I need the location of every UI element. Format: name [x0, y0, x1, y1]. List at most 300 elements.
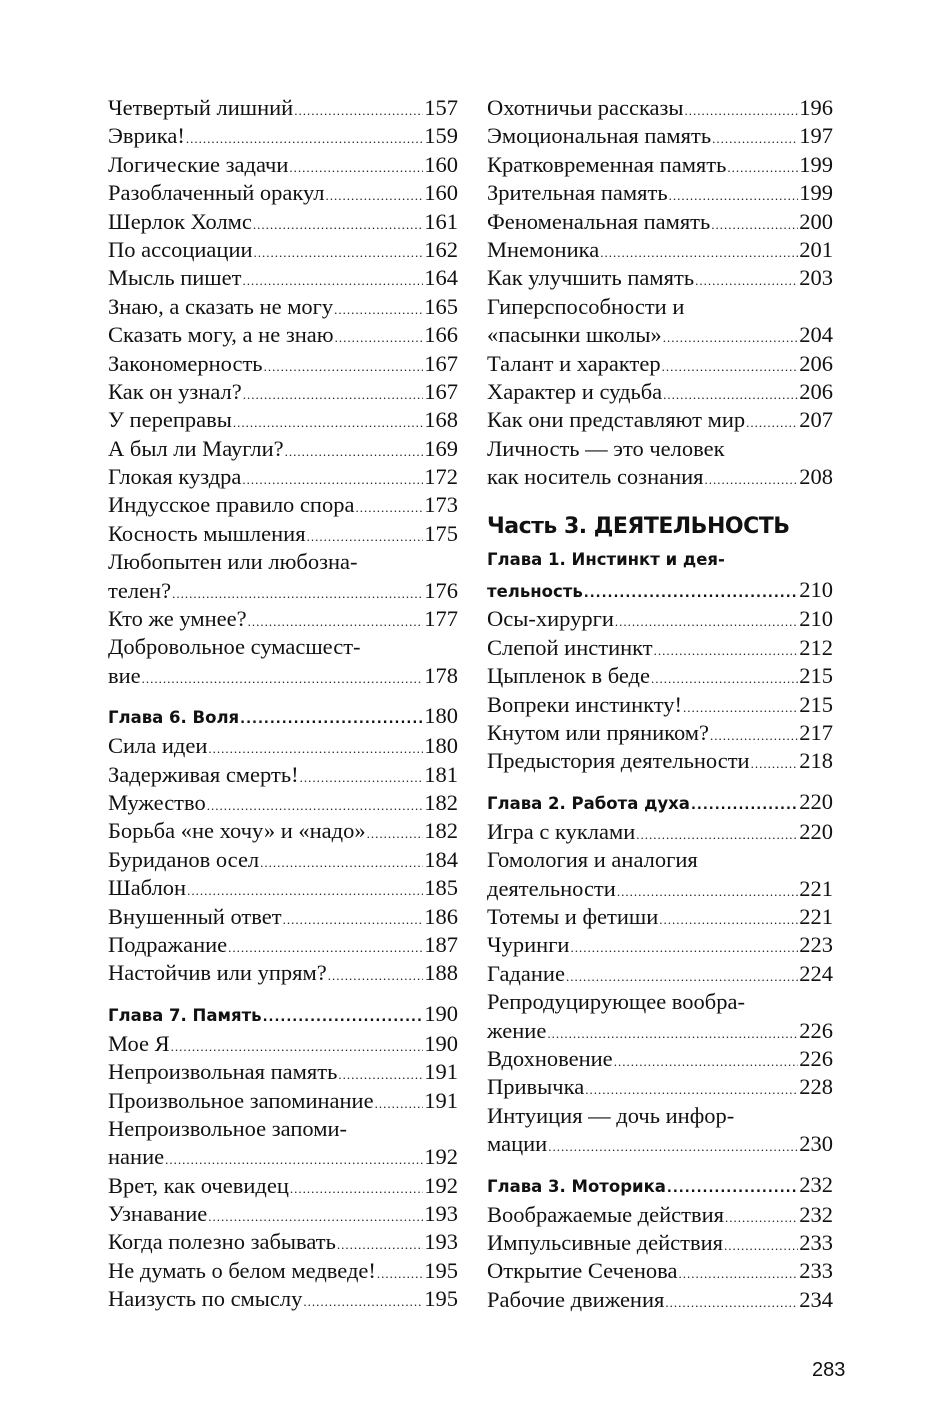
entry-page: 167: [424, 350, 458, 376]
toc-line: [487, 1229, 833, 1257]
entry-page: 193: [424, 1201, 458, 1227]
entry-title: Слепой инстинкт: [487, 634, 653, 660]
leader-dots: [727, 154, 798, 182]
entry-title: Настойчив или упрям?: [108, 960, 327, 986]
toc-entry: [487, 208, 833, 236]
leader-dots: [243, 381, 424, 409]
entry-title: Произвольное запоминание: [108, 1087, 374, 1113]
toc-entry: [108, 491, 458, 519]
entry-title: Глава 1. Инстинкт и дея-: [487, 550, 725, 570]
toc-line: [108, 179, 458, 207]
toc-entry: [487, 903, 833, 931]
page-number: 283: [812, 1359, 846, 1381]
toc-line: [487, 463, 833, 491]
entry-page: 157: [424, 95, 458, 120]
entry-page: 184: [424, 846, 458, 872]
entry-page: 168: [424, 407, 458, 433]
leader-dots: [600, 239, 798, 267]
entry-page: 232: [799, 1171, 833, 1197]
part-heading: Часть 3. ДЕЯТЕЛЬНОСТЬ: [487, 514, 790, 540]
toc-line: [108, 264, 458, 292]
leader-dots: [705, 466, 799, 494]
entry-page: 230: [799, 1131, 833, 1157]
entry-title: Гиперспособности и: [487, 293, 685, 319]
entry-page: 190: [424, 1000, 458, 1026]
entry-page: 199: [799, 180, 833, 206]
entry-title: Любопытен или любозна-: [108, 549, 358, 575]
entry-title: Как они представляют мир: [487, 407, 746, 433]
toc-entry: [487, 634, 833, 662]
entry-page: 160: [424, 151, 458, 177]
chapter-heading: [487, 786, 833, 818]
toc-line: [108, 633, 458, 661]
leader-dots: [187, 877, 423, 905]
entry-page: 180: [424, 703, 458, 729]
toc-line: [487, 545, 833, 575]
leader-dots: [253, 211, 423, 239]
toc-line: [487, 406, 833, 434]
entry-title: Феноменальная память: [487, 208, 711, 234]
toc-entry: [487, 931, 833, 959]
toc-line: [108, 846, 458, 874]
toc-entry: [108, 903, 458, 931]
entry-page: 193: [424, 1229, 458, 1255]
entry-title: телен?: [108, 577, 172, 603]
entry-page: 196: [799, 95, 833, 120]
entry-page: 210: [799, 577, 833, 603]
entry-title: Мнемоника: [487, 236, 600, 262]
toc-line: [487, 575, 833, 605]
leader-dots: [617, 878, 798, 906]
entry-title: Предыстория деятельности: [487, 748, 750, 774]
entry-page: 175: [424, 520, 458, 546]
toc-line: [487, 208, 833, 236]
entry-page: 188: [424, 960, 458, 986]
entry-title: Буриданов осел: [108, 846, 260, 872]
entry-title: Репродуцирующее вообра-: [487, 989, 745, 1015]
toc-line: [108, 605, 458, 633]
leader-dots: [547, 1020, 798, 1048]
entry-title: Характер и судьба: [487, 378, 663, 404]
toc-line: [487, 94, 833, 122]
entry-title: Не думать о белом медведе!: [108, 1257, 376, 1283]
toc-entry: [487, 988, 833, 1045]
toc-line: [487, 179, 833, 207]
toc-line: [108, 406, 458, 434]
toc-entry: [487, 378, 833, 406]
toc-line: [108, 1257, 458, 1285]
entry-title: Воображаемые действия: [487, 1201, 724, 1227]
toc-entry: [108, 931, 458, 959]
entry-title: Глава 7. Память: [108, 1005, 262, 1025]
toc-line: [108, 463, 458, 491]
toc-line: [108, 1285, 458, 1313]
leader-dots: [335, 324, 424, 352]
toc-line: [108, 491, 458, 519]
entry-page: 195: [424, 1257, 458, 1283]
entry-title: Глава 3. Моторика: [487, 1176, 666, 1196]
leader-dots: [260, 849, 423, 877]
entry-page: 220: [799, 788, 833, 814]
toc-line: [487, 818, 833, 846]
entry-page: 199: [799, 151, 833, 177]
entry-title: Импульсивные действия: [487, 1229, 724, 1255]
toc-entry: [487, 435, 833, 492]
entry-page: 223: [799, 932, 833, 958]
entry-page: 200: [799, 208, 833, 234]
entry-page: 233: [799, 1258, 833, 1284]
toc-entry: [108, 633, 458, 690]
toc-line: [487, 1201, 833, 1229]
toc-line: [487, 875, 833, 903]
leader-dots: [712, 125, 798, 153]
entry-page: 218: [799, 748, 833, 774]
entry-page: 232: [799, 1201, 833, 1227]
toc-line: [487, 350, 833, 378]
entry-page: 220: [799, 818, 833, 844]
toc-line: [108, 1143, 458, 1171]
leader-dots: [186, 125, 423, 153]
entry-title: Наизусть по смыслу: [108, 1286, 303, 1312]
entry-title: Шаблон: [108, 875, 187, 901]
entry-page: 224: [799, 960, 833, 986]
entry-page: 210: [799, 606, 833, 632]
entry-title: Зрительная память: [487, 180, 668, 206]
entry-page: 226: [799, 1017, 833, 1043]
toc-entry: [108, 293, 458, 321]
toc-entry: [108, 1115, 458, 1172]
leader-dots: [290, 1175, 423, 1203]
toc-entry: [108, 236, 458, 264]
entry-page: 159: [424, 123, 458, 149]
leader-dots: [367, 820, 424, 848]
leader-dots: [375, 1090, 424, 1118]
entry-title: Личность — это человек: [487, 435, 725, 461]
toc-entry: [108, 1200, 458, 1228]
toc-entry: [487, 293, 833, 350]
toc-entry: [487, 1073, 833, 1101]
entry-page: 208: [799, 464, 833, 490]
toc-line: [108, 122, 458, 150]
entry-title: Осы-хирурги: [487, 606, 614, 632]
toc-entry: [108, 1257, 458, 1285]
entry-page: 165: [424, 293, 458, 319]
leader-dots: [338, 1061, 423, 1089]
toc-line: [108, 208, 458, 236]
toc-line: [487, 1257, 833, 1285]
toc-column-right: [487, 94, 833, 1314]
leader-dots: [711, 211, 798, 239]
toc-entry: [487, 605, 833, 633]
entry-title: Кратковременная память: [487, 151, 727, 177]
entry-title: Талант и характер: [487, 350, 661, 376]
entry-page: 166: [424, 322, 458, 348]
leader-dots: [307, 523, 424, 551]
toc-line: [108, 732, 458, 760]
leader-dots: [233, 409, 423, 437]
entry-page: 161: [424, 208, 458, 234]
entry-title: Непроизвольное запоми-: [108, 1115, 348, 1141]
toc-entry: [108, 874, 458, 902]
toc-entry: [108, 122, 458, 150]
entry-page: 167: [424, 378, 458, 404]
toc-line: [108, 761, 458, 789]
leader-dots: [710, 722, 798, 750]
entry-title: Тотемы и фетиши: [487, 903, 659, 929]
toc-entry: [108, 548, 458, 605]
entry-title: Открытие Сеченова: [487, 1258, 678, 1284]
toc-line: [108, 151, 458, 179]
toc-entry: [487, 1045, 833, 1073]
toc-line: [108, 1058, 458, 1086]
toc-entry: [108, 463, 458, 491]
entry-title: Задерживая смерть!: [108, 761, 299, 787]
leader-dots: [208, 1203, 423, 1231]
leader-dots: [678, 1260, 798, 1288]
entry-title: А был ли Маугли?: [108, 435, 284, 461]
entry-title: Глокая куздра: [108, 464, 242, 490]
toc-line: [487, 662, 833, 690]
entry-title: Мужество: [108, 789, 206, 815]
entry-title: Вдохновение: [487, 1045, 613, 1071]
leader-dots: [248, 608, 424, 636]
entry-page: 191: [424, 1059, 458, 1085]
leader-dots: [683, 694, 798, 722]
entry-title: Глава 2. Работа духа: [487, 793, 690, 813]
entry-title: Разоблаченный оракул: [108, 180, 325, 206]
entry-title: нание: [108, 1144, 165, 1170]
leader-dots: [242, 267, 423, 295]
toc-line: [487, 988, 833, 1016]
entry-page: 204: [799, 322, 833, 348]
entry-page: 177: [424, 606, 458, 632]
toc-entry: [487, 151, 833, 179]
entry-title: Сказать могу, а не знаю: [108, 322, 334, 348]
toc-entry: [487, 719, 833, 747]
leader-dots: [725, 1204, 798, 1232]
entry-page: 226: [799, 1045, 833, 1071]
entry-page: 221: [799, 903, 833, 929]
chapter-heading: [108, 998, 458, 1030]
entry-title: Узнавание: [108, 1201, 208, 1227]
leader-dots: [355, 494, 423, 522]
entry-title: Врет, как очевидец: [108, 1172, 289, 1198]
toc-line: [487, 1286, 833, 1314]
toc-line: [487, 903, 833, 931]
leader-dots: [337, 1231, 423, 1259]
toc-line: [487, 719, 833, 747]
toc-line: [108, 931, 458, 959]
leader-dots: [585, 1076, 798, 1104]
toc-line: [487, 151, 833, 179]
leader-dots: [615, 608, 798, 636]
toc-line: [108, 378, 458, 406]
entry-title: Рабочие движения: [487, 1286, 665, 1312]
toc-entry: [487, 960, 833, 988]
toc-entry: [108, 789, 458, 817]
leader-dots: [300, 764, 424, 792]
toc-line: [487, 236, 833, 264]
toc-line: [487, 1169, 833, 1201]
entry-title: Кнутом или пряником?: [487, 720, 710, 746]
leader-dots: [570, 934, 798, 962]
toc-entry: [487, 264, 833, 292]
entry-page: 207: [799, 407, 833, 433]
entry-page: 181: [424, 761, 458, 787]
entry-page: 164: [424, 265, 458, 291]
toc-entry: [108, 520, 458, 548]
toc-line: [487, 1073, 833, 1101]
leader-dots: [142, 665, 424, 693]
leader-dots: [283, 906, 424, 934]
toc-line: [108, 94, 458, 122]
entry-title: Игра с куклами: [487, 818, 636, 844]
leader-dots: [584, 579, 798, 609]
toc-line: [487, 1130, 833, 1158]
entry-title: Эврика!: [108, 123, 185, 149]
chapter-heading: [487, 1169, 833, 1201]
leader-dots: [264, 353, 424, 381]
toc-entry: [487, 1201, 833, 1229]
entry-page: 176: [424, 577, 458, 603]
entry-title: Цыпленок в беде: [487, 663, 650, 689]
toc-entry: [108, 321, 458, 349]
leader-dots: [654, 637, 799, 665]
entry-title: Шерлок Холмс: [108, 208, 252, 234]
toc-entry: [108, 846, 458, 874]
toc-line: [108, 874, 458, 902]
toc-line: [108, 1200, 458, 1228]
toc-line: [108, 577, 458, 605]
leader-dots: [207, 792, 424, 820]
leader-dots: [263, 1002, 424, 1034]
toc-entry: [108, 1228, 458, 1256]
leader-dots: [289, 154, 423, 182]
toc-line: [487, 1102, 833, 1130]
toc-entry: [487, 1257, 833, 1285]
toc-entry: [487, 846, 833, 903]
entry-title: Гомология и аналогия: [487, 847, 698, 873]
entry-title: Как улучшить память: [487, 265, 695, 291]
entry-title: Как он узнал?: [108, 378, 242, 404]
entry-title: Борьба «не хочу» и «надо»: [108, 818, 366, 844]
entry-page: 233: [799, 1229, 833, 1255]
entry-title: вие: [108, 662, 141, 688]
leader-dots: [165, 1146, 423, 1174]
entry-page: 221: [799, 875, 833, 901]
entry-title: Внушенный ответ: [108, 903, 282, 929]
toc-line: [487, 1045, 833, 1073]
toc-entry: [487, 818, 833, 846]
toc-entry: [487, 94, 833, 122]
toc-line: [108, 1030, 458, 1058]
entry-title: жение: [487, 1017, 547, 1043]
leader-dots: [240, 704, 423, 736]
toc-entry: [108, 406, 458, 434]
entry-page: 201: [799, 236, 833, 262]
entry-page: 162: [424, 236, 458, 262]
entry-title: Мое Я: [108, 1030, 170, 1056]
entry-title: Непроизвольная память: [108, 1059, 338, 1085]
toc-line: [487, 321, 833, 349]
leader-dots: [663, 324, 799, 352]
leader-dots: [746, 409, 798, 437]
leader-dots: [665, 1289, 798, 1317]
toc-line: [108, 435, 458, 463]
leader-dots: [548, 1133, 798, 1161]
entry-page: 182: [424, 818, 458, 844]
leader-dots: [685, 97, 799, 125]
entry-page: 192: [424, 1144, 458, 1170]
entry-page: 215: [799, 691, 833, 717]
leader-dots: [636, 821, 798, 849]
toc-line: [487, 960, 833, 988]
leader-dots: [328, 962, 424, 990]
toc-entry: [108, 732, 458, 760]
entry-title: Чуринги: [487, 932, 570, 958]
toc-entry: [487, 691, 833, 719]
toc-line: [108, 321, 458, 349]
toc-line: [487, 122, 833, 150]
entry-page: 187: [424, 931, 458, 957]
toc-entry: [108, 817, 458, 845]
entry-page: 160: [424, 180, 458, 206]
toc-entry: [487, 122, 833, 150]
leader-dots: [659, 906, 798, 934]
toc-line: [108, 1228, 458, 1256]
toc-entry: [108, 378, 458, 406]
entry-title: Знаю, а сказать не могу: [108, 293, 334, 319]
toc-line: [108, 959, 458, 987]
entry-page: 203: [799, 265, 833, 291]
entry-title: Четвертый лишний: [108, 95, 294, 120]
toc-line: [108, 1115, 458, 1143]
leader-dots: [303, 1288, 423, 1316]
toc-entry: [108, 1285, 458, 1313]
entry-page: 178: [424, 662, 458, 688]
toc-entry: [108, 1087, 458, 1115]
toc-entry: [108, 605, 458, 633]
toc-entry: [108, 151, 458, 179]
entry-page: 206: [799, 378, 833, 404]
entry-title: Закономерность: [108, 350, 263, 376]
toc-entry: [487, 406, 833, 434]
toc-entry: [487, 1286, 833, 1314]
toc-line: [108, 700, 458, 732]
toc-line: [487, 747, 833, 775]
toc-line: [487, 634, 833, 662]
toc-line: [108, 903, 458, 931]
toc-entry: [487, 662, 833, 690]
entry-page: 212: [799, 634, 833, 660]
toc-entry: [487, 179, 833, 207]
entry-title: У переправы: [108, 407, 232, 433]
entry-page: 192: [424, 1172, 458, 1198]
toc-entry: [108, 435, 458, 463]
toc-entry: [487, 1102, 833, 1159]
toc-entry: [487, 350, 833, 378]
toc-line: [108, 789, 458, 817]
entry-title: деятельности: [487, 875, 616, 901]
entry-title: Вопреки инстинкту!: [487, 691, 683, 717]
toc-line: [487, 264, 833, 292]
entry-title: Охотничьи рассказы: [487, 95, 684, 120]
entry-title: Глава 6. Воля: [108, 708, 240, 728]
chapter-heading: [487, 545, 833, 605]
entry-page: 169: [424, 435, 458, 461]
toc-entry: [108, 264, 458, 292]
toc-line: [487, 931, 833, 959]
